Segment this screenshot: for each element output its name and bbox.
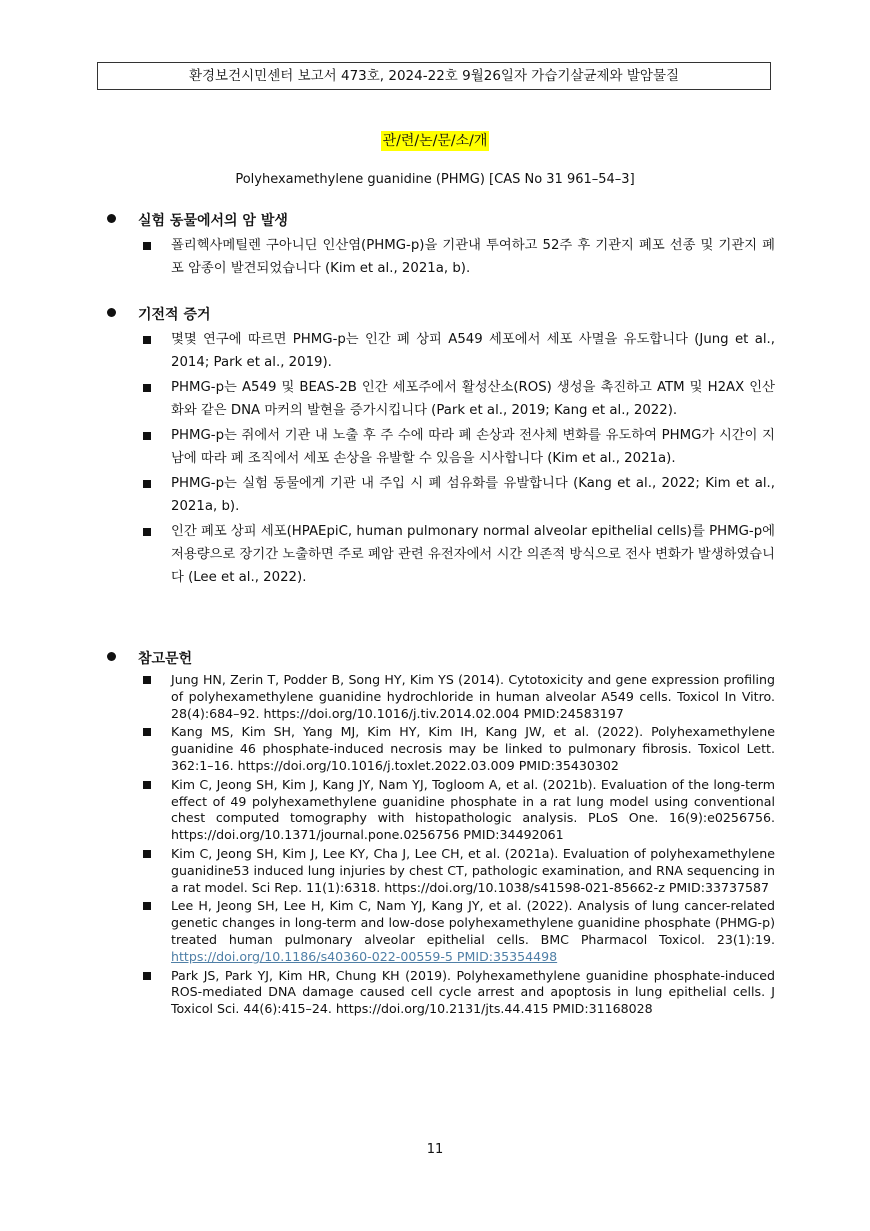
list-item-text: PHMG-p는 A549 및 BEAS-2B 인간 세포주에서 활성산소(ROS) 생성을 촉진하고 ATM 및 H2AX 인산화와 같은 DNA 마커의 발현을 증가시킵니다 (Park et al., 2019; Kang et al., 2022). (171, 380, 775, 418)
reference-text: Kim C, Jeong SH, Kim J, Lee KY, Cha J, Lee CH, et al. (2021a). Evaluation of polyhexamethylene guanidine53 induced lung injuries by chest CT, pathologic examination, and RNA sequencing in a rat model. Sci Rep. 11(1):6318. https://doi.org/10.1038/s41598-021-85662-z PMID:33737587 (171, 845, 775, 895)
list-item (105, 520, 775, 589)
report-header: 환경보건시민센터 보고서 473호, 2024-22호 9월26일자 가습기살균제와 발암물질 (97, 62, 771, 90)
page-title: 관/련/논/문/소/개 (382, 133, 488, 149)
reference-item (105, 777, 775, 844)
square-bullet-icon (143, 972, 151, 980)
reference-text: Jung HN, Zerin T, Podder B, Song HY, Kim YS (2014). Cytotoxicity and gene expression profiling of polyhexamethylene guanidine hydrochloride in human alveolar A549 cells. Toxicol In Vitro. 28(4):684–92. https://doi.org/10.1016/j.tiv.2014.02.004 PMID:24583197 (171, 672, 775, 721)
list-item (105, 234, 775, 280)
round-bullet-icon (107, 214, 116, 223)
square-bullet-icon (143, 850, 151, 858)
reference-item (105, 724, 775, 774)
round-bullet-icon (107, 308, 116, 317)
section-references (105, 648, 775, 1020)
square-bullet-icon (143, 902, 151, 910)
title-wrap (0, 130, 870, 150)
square-bullet-icon (143, 384, 151, 392)
square-bullet-icon (143, 480, 151, 488)
reference-item (105, 968, 775, 1018)
square-bullet-icon (143, 781, 151, 789)
list-item-text: 몇몇 연구에 따르면 PHMG-p는 인간 폐 상피 A549 세포에서 세포 사멸을 유도합니다 (Jung et al., 2014; Park et al., 2019). (171, 332, 775, 370)
square-bullet-icon (143, 728, 151, 736)
section-heading-row (105, 648, 775, 672)
reference-item (105, 898, 775, 965)
reference-text: Park JS, Park YJ, Kim HR, Chung KH (2019). Polyhexamethylene guanidine phosphate-induced ROS-mediated DNA damage caused cell cycle arrest and apoptosis in lung epithelial cells. J Toxicol Sci. 44(6):415–24. https://doi.org/10.2131/jts.44.415 PMID:31168028 (171, 967, 775, 1017)
reference-text: Lee H, Jeong SH, Lee H, Kim C, Nam YJ, Kang JY, et al. (2022). Analysis of lung cancer-related genetic changes in long-term and low-dose polyhexamethylene guanidine phosphate (PHMG-p) treated human pulmonary alveolar epithelial cells. BMC Pharmacol Toxicol. 23(1):19. (171, 898, 775, 947)
list-item-text: 인간 폐포 상피 세포(HPAEpiC, human pulmonary normal alveolar epithelial cells)를 PHMG-p에 저용량으로 장기간 노출하면 주로 폐암 관련 유전자에서 시간 의존적 방식으로 전사 변화가 발생하였습니다 (Lee et al., 2022). (171, 524, 775, 585)
section-heading-row (105, 210, 775, 234)
section-heading: 실험 동물에서의 암 발생 (138, 213, 288, 229)
section-cancer-in-animals (105, 210, 775, 282)
page-number: 11 (426, 1142, 444, 1157)
reference-item (105, 672, 775, 722)
list-item (105, 328, 775, 374)
section-mechanistic-evidence (105, 304, 775, 591)
reference-item (105, 846, 775, 896)
list-item (105, 472, 775, 518)
list-item (105, 376, 775, 422)
reference-text: Kim C, Jeong SH, Kim J, Kang JY, Nam YJ, Togloom A, et al. (2021b). Evaluation of the long-term effect of 49 polyhexamethylene guanidine phosphate in a rat lung model using conventional chest computed tomography with histopathologic analysis. PLoS One. 16(9):e0256756. https://doi.org/10.1371/journal.pone.0256756 PMID:34492061 (171, 776, 775, 843)
list-item-text: 폴리헥사메틸렌 구아니딘 인산염(PHMG-p)을 기관내 투여하고 52주 후 기관지 폐포 선종 및 기관지 폐포 암종이 발견되었습니다 (Kim et al., 2021a, b). (171, 238, 775, 276)
square-bullet-icon (143, 528, 151, 536)
section-heading: 참고문헌 (138, 651, 193, 667)
chemical-subtitle: Polyhexamethylene guanidine (PHMG) [CAS No 31 961–54–3] (235, 172, 635, 187)
list-item (105, 424, 775, 470)
square-bullet-icon (143, 336, 151, 344)
square-bullet-icon (143, 432, 151, 440)
square-bullet-icon (143, 242, 151, 250)
section-heading-row (105, 304, 775, 328)
list-item-text: PHMG-p는 실험 동물에게 기관 내 주입 시 폐 섬유화를 유발합니다 (Kang et al., 2022; Kim et al., 2021a, b). (171, 476, 775, 514)
section-heading: 기전적 증거 (138, 307, 211, 323)
list-item-text: PHMG-p는 쥐에서 기관 내 노출 후 주 수에 따라 폐 손상과 전사체 변화를 유도하여 PHMG가 시간이 지남에 따라 폐 조직에서 세포 손상을 유발할 수 있음을 시사합니다 (Kim et al., 2021a). (171, 428, 775, 466)
square-bullet-icon (143, 676, 151, 684)
round-bullet-icon (107, 652, 116, 661)
reference-text: Kang MS, Kim SH, Yang MJ, Kim HY, Kim IH, Kang JW, et al. (2022). Polyhexamethylene guanidine 46 phosphate-induced necrosis may be linked to pulmonary fibrosis. Toxicol Lett. 362:1–16. https://doi.org/10.1016/j.toxlet.2022.03.009 PMID:35430302 (171, 724, 775, 773)
doi-link[interactable]: https://doi.org/10.1186/s40360-022-00559-5 PMID:35354498 (171, 948, 558, 964)
